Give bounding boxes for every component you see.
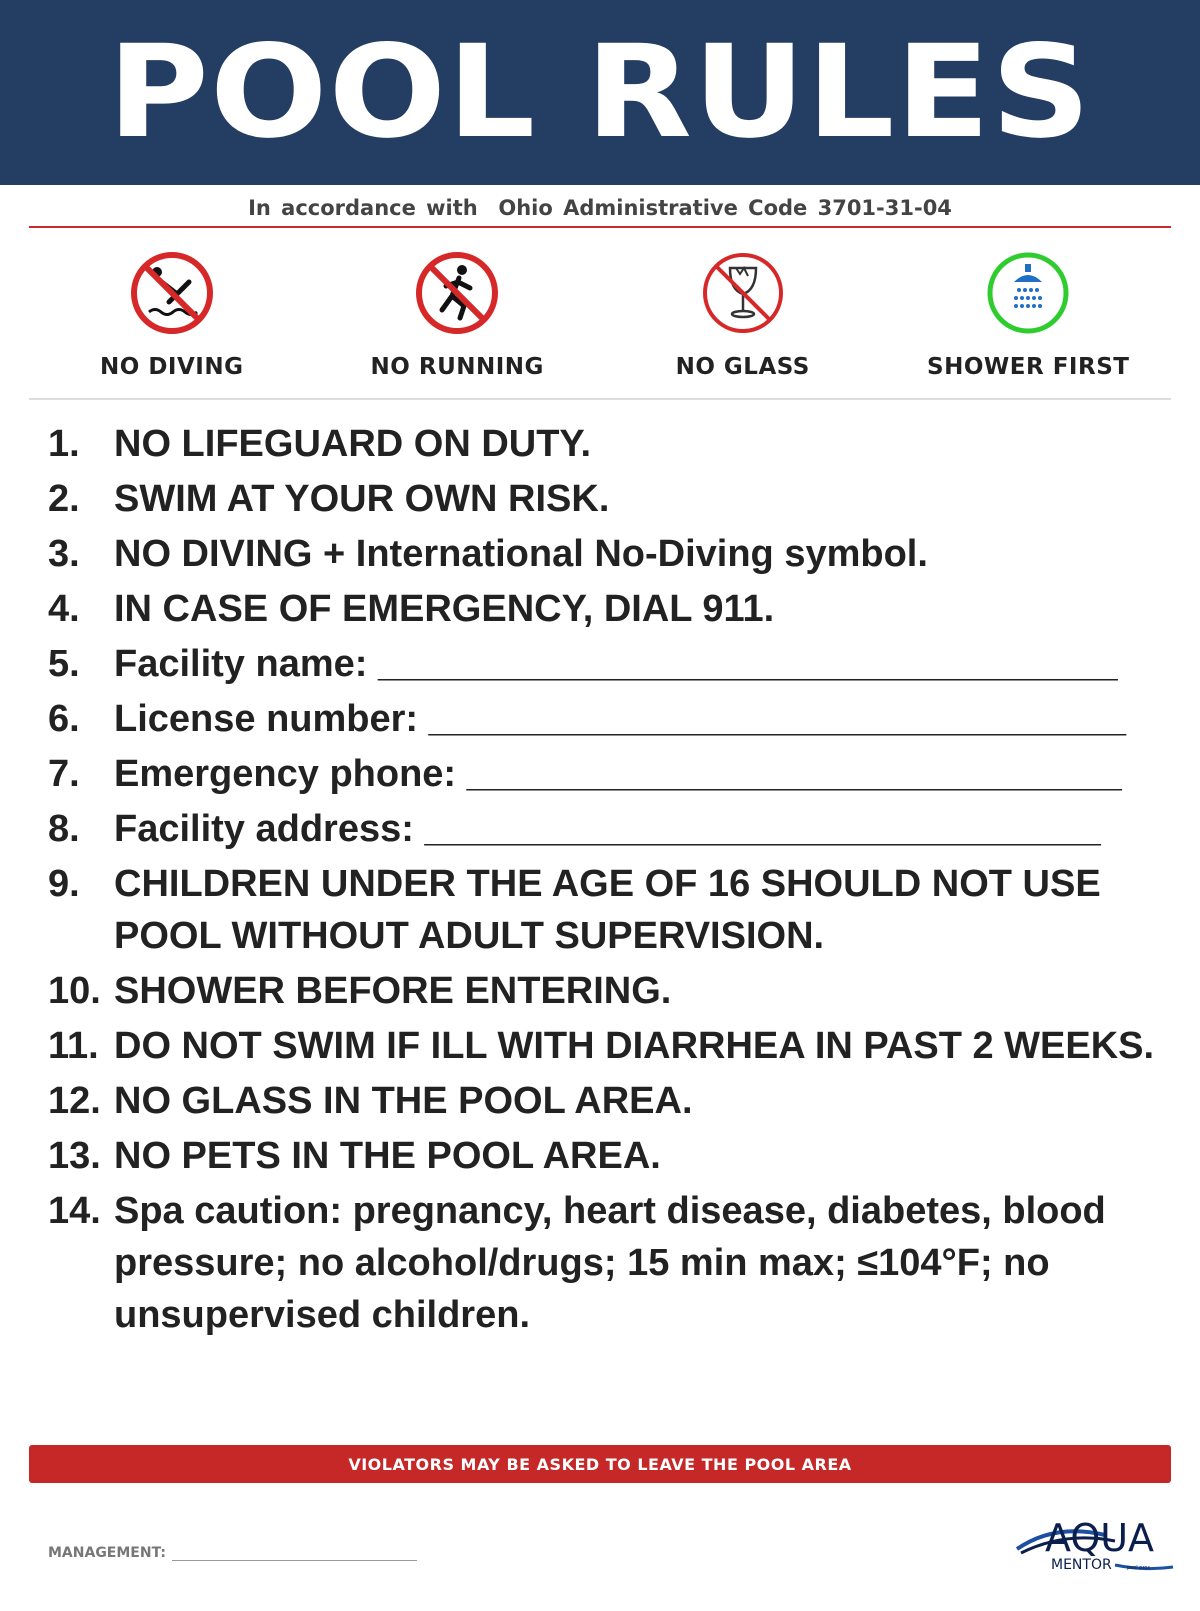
signature-line bbox=[172, 1548, 417, 1561]
code-reference: In accordance with Ohio Administrative Code 3701-31-04 bbox=[248, 196, 952, 220]
icon-no-running bbox=[315, 250, 601, 390]
rule-item bbox=[48, 638, 1178, 690]
rule-text: Spa caution: pregnancy, heart disease, diabetes, blood pressure; no alcohol/drugs; 15 min max; ≤104°F; no unsupervised children. bbox=[114, 1190, 1106, 1336]
rule-item bbox=[48, 965, 1178, 1017]
management-signature bbox=[48, 1545, 417, 1561]
rule-text: DO NOT SWIM IF ILL WITH DIARRHEA IN PAST 2 WEEKS. bbox=[114, 1025, 1155, 1067]
page-title: POOL RULES bbox=[107, 17, 1093, 167]
rule-number: 2. bbox=[48, 478, 80, 520]
no-running-icon bbox=[414, 250, 500, 336]
rule-text: CHILDREN UNDER THE AGE OF 16 SHOULD NOT USE POOL WITHOUT ADULT SUPERVISION. bbox=[114, 863, 1101, 957]
warning-bar bbox=[29, 1445, 1171, 1483]
logo-tagline: pool pros bbox=[1127, 1565, 1151, 1571]
shower-icon bbox=[985, 250, 1071, 336]
no-diving-icon bbox=[129, 250, 215, 336]
rule-text: Facility address: ________________________________ bbox=[114, 808, 1101, 850]
rule-text: License number: _________________________________ bbox=[114, 698, 1127, 740]
rule-number: 7. bbox=[48, 753, 80, 795]
rule-item bbox=[48, 748, 1178, 800]
rule-number: 11. bbox=[48, 1025, 99, 1067]
rule-item bbox=[48, 583, 1178, 635]
rule-item bbox=[48, 473, 1178, 525]
rule-number: 9. bbox=[48, 863, 80, 905]
rule-number: 1. bbox=[48, 423, 80, 465]
rule-number: 10. bbox=[48, 970, 101, 1012]
title-banner bbox=[0, 0, 1200, 185]
divider bbox=[29, 226, 1171, 228]
logo-word-aqua: AQUA bbox=[1045, 1516, 1155, 1560]
icon-label: NO RUNNING bbox=[370, 354, 544, 380]
rule-text: NO GLASS IN THE POOL AREA. bbox=[114, 1080, 693, 1122]
rule-text: NO PETS IN THE POOL AREA. bbox=[114, 1135, 661, 1177]
rule-number: 3. bbox=[48, 533, 80, 575]
rule-number: 12. bbox=[48, 1080, 101, 1122]
divider bbox=[29, 398, 1171, 400]
icon-label: NO DIVING bbox=[100, 354, 244, 380]
icon-no-diving bbox=[29, 250, 315, 390]
rule-text: NO LIFEGUARD ON DUTY. bbox=[114, 423, 592, 465]
rule-item bbox=[48, 418, 1178, 470]
management-label: MANAGEMENT: bbox=[48, 1545, 166, 1561]
no-glass-icon bbox=[700, 250, 786, 336]
icon-no-glass bbox=[600, 250, 886, 390]
rule-number: 6. bbox=[48, 698, 80, 740]
rule-text: IN CASE OF EMERGENCY, DIAL 911. bbox=[114, 588, 775, 630]
rule-number: 14. bbox=[48, 1190, 101, 1232]
rule-text: NO DIVING + International No-Diving symbol. bbox=[114, 533, 928, 575]
rule-item bbox=[48, 1075, 1178, 1127]
warning-text: VIOLATORS MAY BE ASKED TO LEAVE THE POOL AREA bbox=[348, 1454, 852, 1474]
rule-item bbox=[48, 1185, 1178, 1341]
rule-number: 5. bbox=[48, 643, 80, 685]
logo-word-mentor: MENTOR bbox=[1051, 1557, 1112, 1573]
rule-item bbox=[48, 1130, 1178, 1182]
icon-label: SHOWER FIRST bbox=[927, 354, 1130, 380]
rules-list bbox=[48, 418, 1178, 1344]
rule-text: Emergency phone: _______________________________ bbox=[114, 753, 1122, 795]
rule-number: 4. bbox=[48, 588, 80, 630]
rule-item bbox=[48, 803, 1178, 855]
icon-shower-first bbox=[886, 250, 1172, 390]
rule-number: 13. bbox=[48, 1135, 101, 1177]
icon-label: NO GLASS bbox=[675, 354, 810, 380]
rule-item bbox=[48, 1020, 1178, 1072]
rule-text: Facility name: ___________________________________ bbox=[114, 643, 1118, 685]
rule-item bbox=[48, 693, 1178, 745]
rule-item bbox=[48, 858, 1178, 962]
rule-text: SHOWER BEFORE ENTERING. bbox=[114, 970, 672, 1012]
rule-item bbox=[48, 528, 1178, 580]
rule-number: 8. bbox=[48, 808, 80, 850]
rule-text: SWIM AT YOUR OWN RISK. bbox=[114, 478, 610, 520]
aqua-mentor-logo bbox=[1015, 1505, 1175, 1575]
icon-row bbox=[29, 250, 1171, 390]
